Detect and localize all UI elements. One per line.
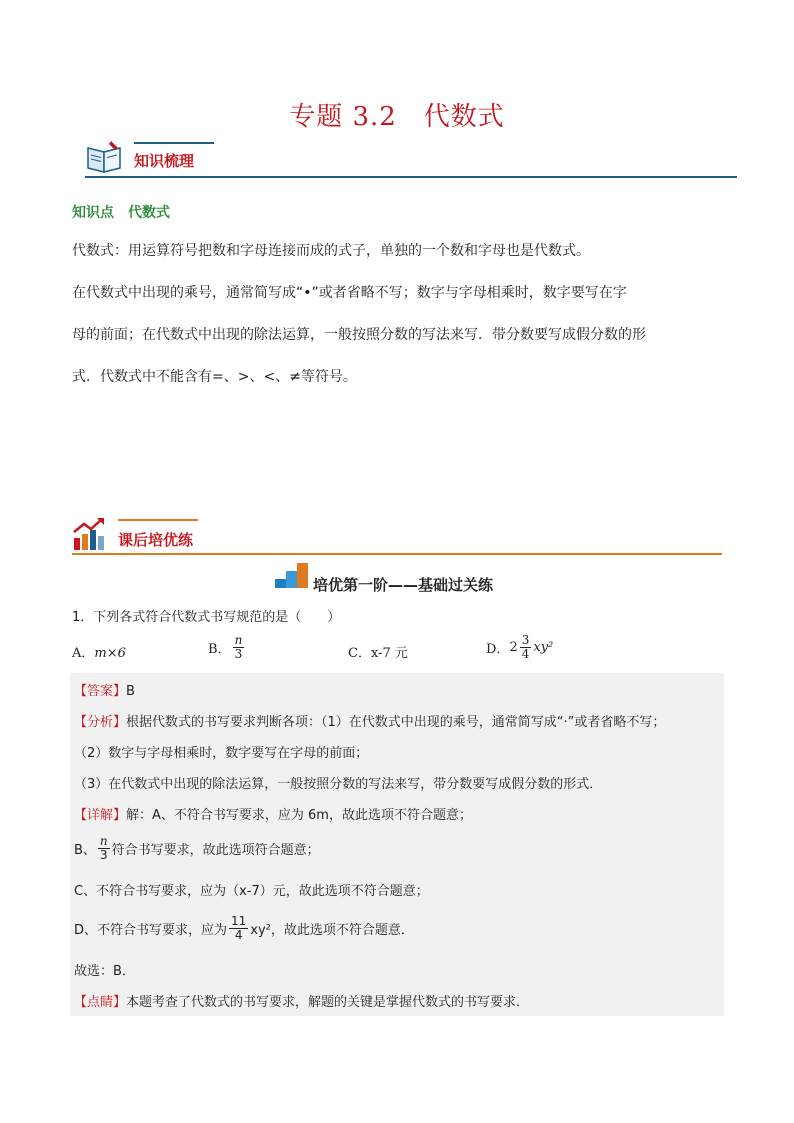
- growth-chart-icon: [72, 516, 108, 552]
- option-b: B． $\frac{n}{3}$: [208, 633, 243, 661]
- section-title-exercises: 课后培优练: [118, 531, 194, 549]
- fraction: $\frac{11}{4}$: [231, 914, 247, 942]
- knowledge-paragraph-2-line-1: 在代数式中出现的乘号，通常简写成“•”或者省略不写；数字与字母相乘时，数字要写在字: [72, 285, 627, 301]
- option-a: A．m×6: [72, 646, 126, 661]
- analysis-line-1: 【分析】根据代数式的书写要求判断各项：（1）在代数式中出现的乘号，通常简写成“·”或者省略不写；: [74, 715, 666, 730]
- fraction: $\frac{3}{4}$: [521, 633, 530, 661]
- note-line: 【点睛】本题考查了代数式的书写要求，解题的关键是掌握代数式的书写要求．: [74, 995, 530, 1010]
- detail-line-b: B、 $\frac{n}{3}$ 符合书写要求，故此选项符合题意；: [74, 834, 320, 862]
- detail-line-c: C、不符合书写要求，应为（x-7）元，故此选项不符合题意；: [74, 884, 429, 899]
- section-divider: [85, 176, 737, 178]
- fraction: $\frac{n}{3}$: [234, 633, 243, 661]
- knowledge-heading: 知识点 代数式: [72, 205, 170, 221]
- fraction: $\frac{n}{3}$: [99, 834, 108, 862]
- knowledge-paragraph-1: 代数式：用运算符号把数和字母连接而成的式子，单独的一个数和字母也是代数式。: [72, 243, 590, 259]
- knowledge-paragraph-2-line-2: 母的前面；在代数式中出现的除法运算，一般按照分数的写法来写．带分数要写成假分数的形: [72, 327, 646, 343]
- answer-line: 【答案】B: [74, 684, 135, 699]
- section-short-rule: [134, 142, 214, 144]
- detail-line-1: 【详解】解：A、不符合书写要求，应为 6m，故此选项不符合题意；: [74, 808, 472, 823]
- option-c: C．x-7 元: [348, 646, 408, 661]
- section-title-knowledge: 知识梳理: [134, 152, 195, 170]
- section-short-rule: [118, 519, 198, 521]
- analysis-line-3: （3）在代数式中出现的除法运算，一般按照分数的写法来写，带分数要写成假分数的形式．: [74, 777, 603, 792]
- option-d: D． 2 $\frac{3}{4}$ xy²: [486, 633, 554, 661]
- choose-line: 故选：B．: [74, 964, 135, 979]
- stairs-icon: [275, 563, 309, 589]
- section-divider: [72, 553, 722, 555]
- page-title: 专题 3.2 代数式: [289, 102, 505, 132]
- knowledge-paragraph-2-line-3: 式．代数式中不能含有=、>、<、≠等符号。: [72, 369, 357, 385]
- question-stem: 1．下列各式符合代数式书写规范的是（ ）: [72, 610, 341, 625]
- analysis-line-2: （2）数字与字母相乘时，数字要写在字母的前面；: [74, 746, 369, 761]
- stage-title: 培优第一阶——基础过关练: [313, 576, 494, 594]
- book-icon: [85, 138, 125, 176]
- detail-line-d: D、不符合书写要求，应为 $\frac{11}{4}$ xy²，故此选项不符合题意．: [74, 914, 414, 942]
